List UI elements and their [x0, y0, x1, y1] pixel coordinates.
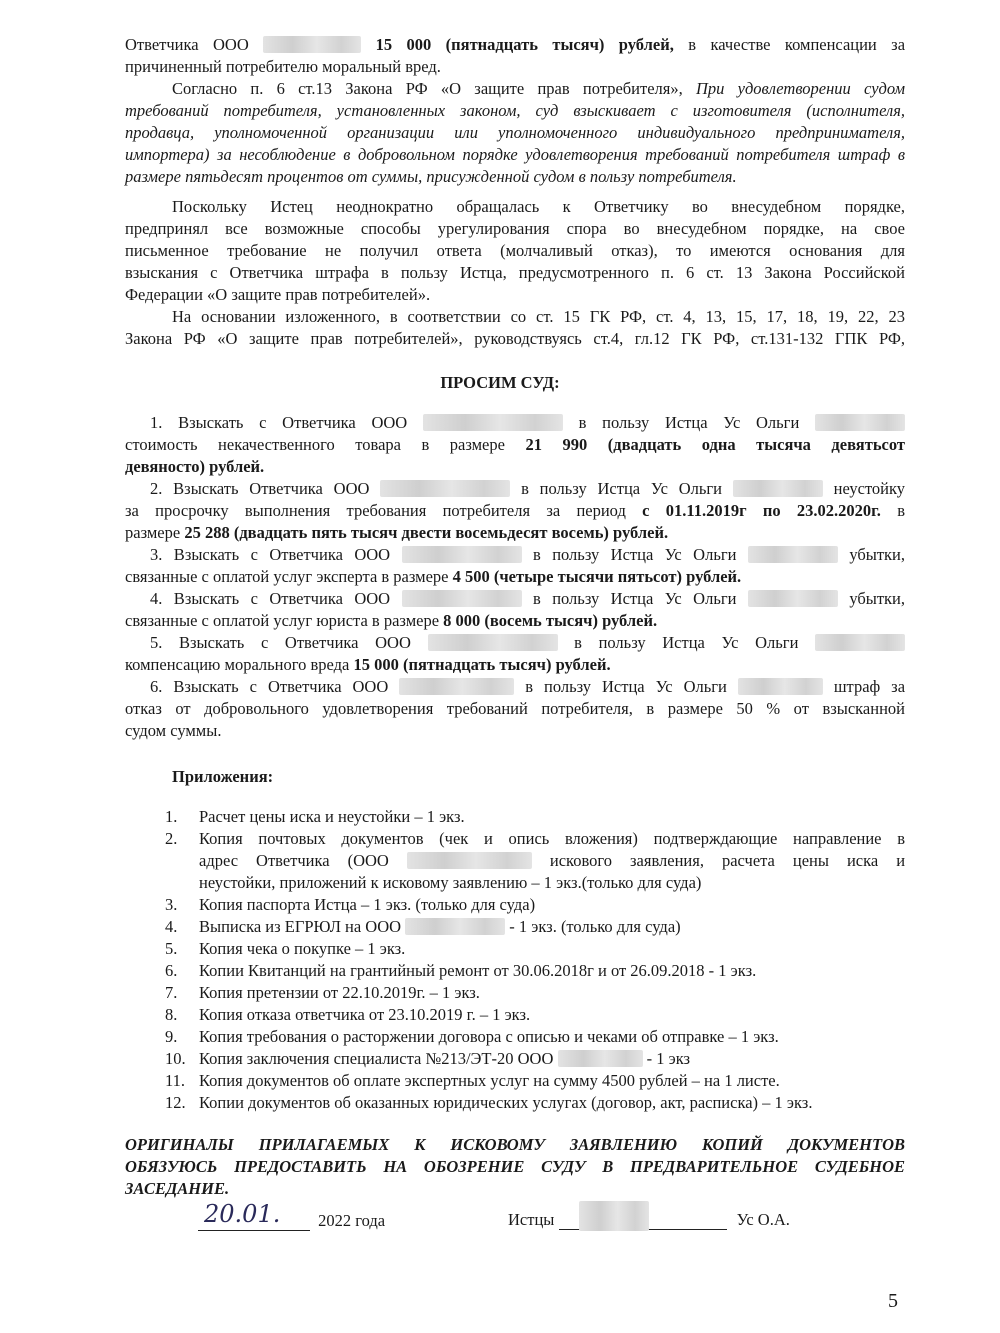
claim-4-line1: 4. Взыскать с Ответчика ООО в пользу Истца Ус Ольги убытки,	[150, 589, 906, 608]
claim-2-line3: размере 25 288 (двадцать пять тысяч двести восемьдесят восемь) рублей.	[125, 523, 669, 542]
redacted-name	[733, 480, 823, 497]
closing-line3: ЗАСЕДАНИЕ.	[125, 1179, 230, 1198]
claim-6-line3: судом суммы.	[125, 721, 222, 740]
attachment-12: 12. Копии документов об оказанных юридических услугах (договор, акт, расписка) – 1 экз.	[165, 1093, 813, 1112]
attachments-title: Приложения:	[172, 767, 274, 786]
claim-1-line2: стоимость некачественного товара в размере 21 990 (двадцать одна тысяча девятьсот	[125, 435, 906, 454]
claim-1-line3: девяносто) рублей.	[125, 457, 265, 476]
para2-line1: Согласно п. 6 ст.13 Закона РФ «О защите прав потребителя», При удовлетворении судом	[172, 79, 906, 98]
claim-6-line1: 6. Взыскать с Ответчика ООО в пользу Истца Ус Ольги штраф за	[150, 677, 906, 696]
redacted-company	[402, 590, 522, 607]
attachment-1: 1. Расчет цены иска и неустойки – 1 экз.	[165, 807, 465, 826]
redacted-company	[399, 678, 514, 695]
redacted-name	[738, 678, 823, 695]
attachment-2-cont1: адрес Ответчика (ООО искового заявления, расчета цены иска и	[199, 851, 906, 870]
claim-1-line1: 1. Взыскать с Ответчика ООО в пользу Истца Ус Ольги	[150, 412, 905, 434]
redacted-company	[428, 634, 558, 651]
claim-3-line1: 3. Взыскать с Ответчика ООО в пользу Истца Ус Ольги убытки,	[150, 545, 906, 564]
redacted-name	[748, 590, 838, 607]
redacted-company	[423, 414, 563, 431]
signature-date	[198, 1200, 386, 1231]
redacted-name	[815, 414, 905, 431]
attachment-9: 9. Копия требования о расторжении договора с описью и чеками об отправке – 1 экз.	[165, 1027, 779, 1046]
attachment-4: 4. Выписка из ЕГРЮЛ на ООО - 1 экз. (только для суда)	[165, 917, 681, 936]
para1-line1: Ответчика ООО 15 000 (пятнадцать тысяч) рублей, в качестве компенсации за	[125, 35, 906, 54]
redacted-name	[815, 634, 905, 651]
date-line	[198, 1200, 310, 1231]
redacted-company	[380, 480, 510, 497]
claim-3-line2: связанные с оплатой услуг эксперта в размере 4 500 (четыре тысячи пятьсот) рублей.	[125, 567, 742, 586]
para3-line4: взыскания с Ответчика штрафа в пользу Истца, предусмотренного п. 6 ст. 13 Закона Российской	[125, 263, 905, 282]
claim-6-line2: отказ от добровольного удовлетворения требований потребителя, в размере 50 % от взысканной	[125, 699, 905, 718]
section-heading: ПРОСИМ СУД:	[440, 373, 560, 392]
closing-line2: ОБЯЗУЮСЬ ПРЕДОСТАВИТЬ НА ОБОЗРЕНИЕ СУДУ В ПРЕДВАРИТЕЛЬНОЕ СУДЕБНОЕ	[125, 1157, 905, 1176]
signature-block	[508, 1210, 790, 1230]
redacted-company	[263, 36, 361, 53]
attachment-8: 8. Копия отказа ответчика от 23.10.2019 г. – 1 экз.	[165, 1005, 531, 1024]
page-number: 5	[888, 1290, 898, 1312]
redacted-company	[407, 852, 532, 869]
attachment-2: 2. Копия почтовых документов (чек и опись вложения) подтверждающие направление в	[165, 829, 905, 848]
attachment-7: 7. Копия претензии от 22.10.2019г. – 1 экз.	[165, 983, 480, 1002]
claim-5-line1: 5. Взыскать с Ответчика ООО в пользу Истца Ус Ольги	[150, 632, 905, 654]
plaintiff-name: Ус О.А.	[736, 1210, 790, 1229]
attachment-3: 3. Копия паспорта Истца – 1 экз. (только для суда)	[165, 895, 536, 914]
attachment-11: 11. Копия документов об оплате экспертных услуг на сумму 4500 рублей – на 1 листе.	[165, 1071, 780, 1090]
claim-2-line1: 2. Взыскать Ответчика ООО в пользу Истца Ус Ольги неустойку	[150, 479, 906, 498]
claim-5-line2: компенсацию морального вреда 15 000 (пятнадцать тысяч) рублей.	[125, 655, 611, 674]
attachment-5: 5. Копия чека о покупке – 1 экз.	[165, 939, 406, 958]
para3-line3: письменное требование не получил ответа (молчаливый отказ), то имеются основания для	[125, 241, 905, 260]
claim-4-line2: связанные с оплатой услуг юриста в размере 8 000 (восемь тысяч) рублей.	[125, 611, 658, 630]
para3-line1: Поскольку Истец неоднократно обращалась к Ответчику во внесудебном порядке,	[172, 197, 905, 216]
para3-line5: Федерации «О защите прав потребителей».	[125, 285, 431, 304]
redacted-signature	[579, 1201, 649, 1231]
signature-line	[559, 1211, 727, 1230]
para2-line5: размере пятьдесят процентов от суммы, присужденной судом в пользу потребителя.	[125, 167, 737, 186]
attachment-10: 10. Копия заключения специалиста №213/ЭТ-20 ООО - 1 экз	[165, 1049, 691, 1068]
redacted-name	[748, 546, 838, 563]
claim-2-line2: за просрочку выполнения требования потребителя за период с 01.11.2019г по 23.02.2020г. в	[125, 501, 906, 520]
plaintiff-label: Истцы	[508, 1210, 555, 1229]
redacted-company	[402, 546, 522, 563]
attachment-6: 6. Копии Квитанций на грантийный ремонт от 30.06.2018г и от 26.09.2018 - 1 экз.	[165, 961, 757, 980]
para1-line2: причиненный потребителю моральный вред.	[125, 57, 441, 76]
attachment-2-cont2: неустойки, приложений к исковому заявлению – 1 экз.(только для суда)	[199, 873, 702, 892]
closing-line1: ОРИГИНАЛЫ ПРИЛАГАЕМЫХ К ИСКОВОМУ ЗАЯВЛЕНИЮ КОПИЙ ДОКУМЕНТОВ	[125, 1135, 905, 1154]
para4-line2: Закона РФ «О защите прав потребителей», руководствуясь ст.4, гл.12 ГК РФ, ст.131-132 ГПК РФ,	[125, 329, 905, 348]
handwritten-date: 20.01.	[204, 1200, 281, 1228]
redacted-company	[558, 1050, 643, 1067]
para3-line2: предпринял все возможные способы урегулирования спора во внесудебном порядке, на свое	[125, 219, 905, 238]
para4-line1: На основании изложенного, в соответствии со ст. 15 ГК РФ, ст. 4, 13, 15, 17, 18, 19, 22, 23	[172, 307, 905, 326]
date-year: 2022 года	[318, 1211, 386, 1230]
para2-line4: импортера) за несоблюдение в добровольном порядке удовлетворения требований потребителя штраф в	[125, 145, 905, 164]
redacted-company	[405, 918, 505, 935]
para2-line2: требований потребителя, установленных законом, суд взыскивает с изготовителя (исполнителя,	[125, 101, 905, 120]
para2-line3: продавца, уполномоченной организации или уполномоченного индивидуального предпринимателя,	[125, 123, 905, 142]
